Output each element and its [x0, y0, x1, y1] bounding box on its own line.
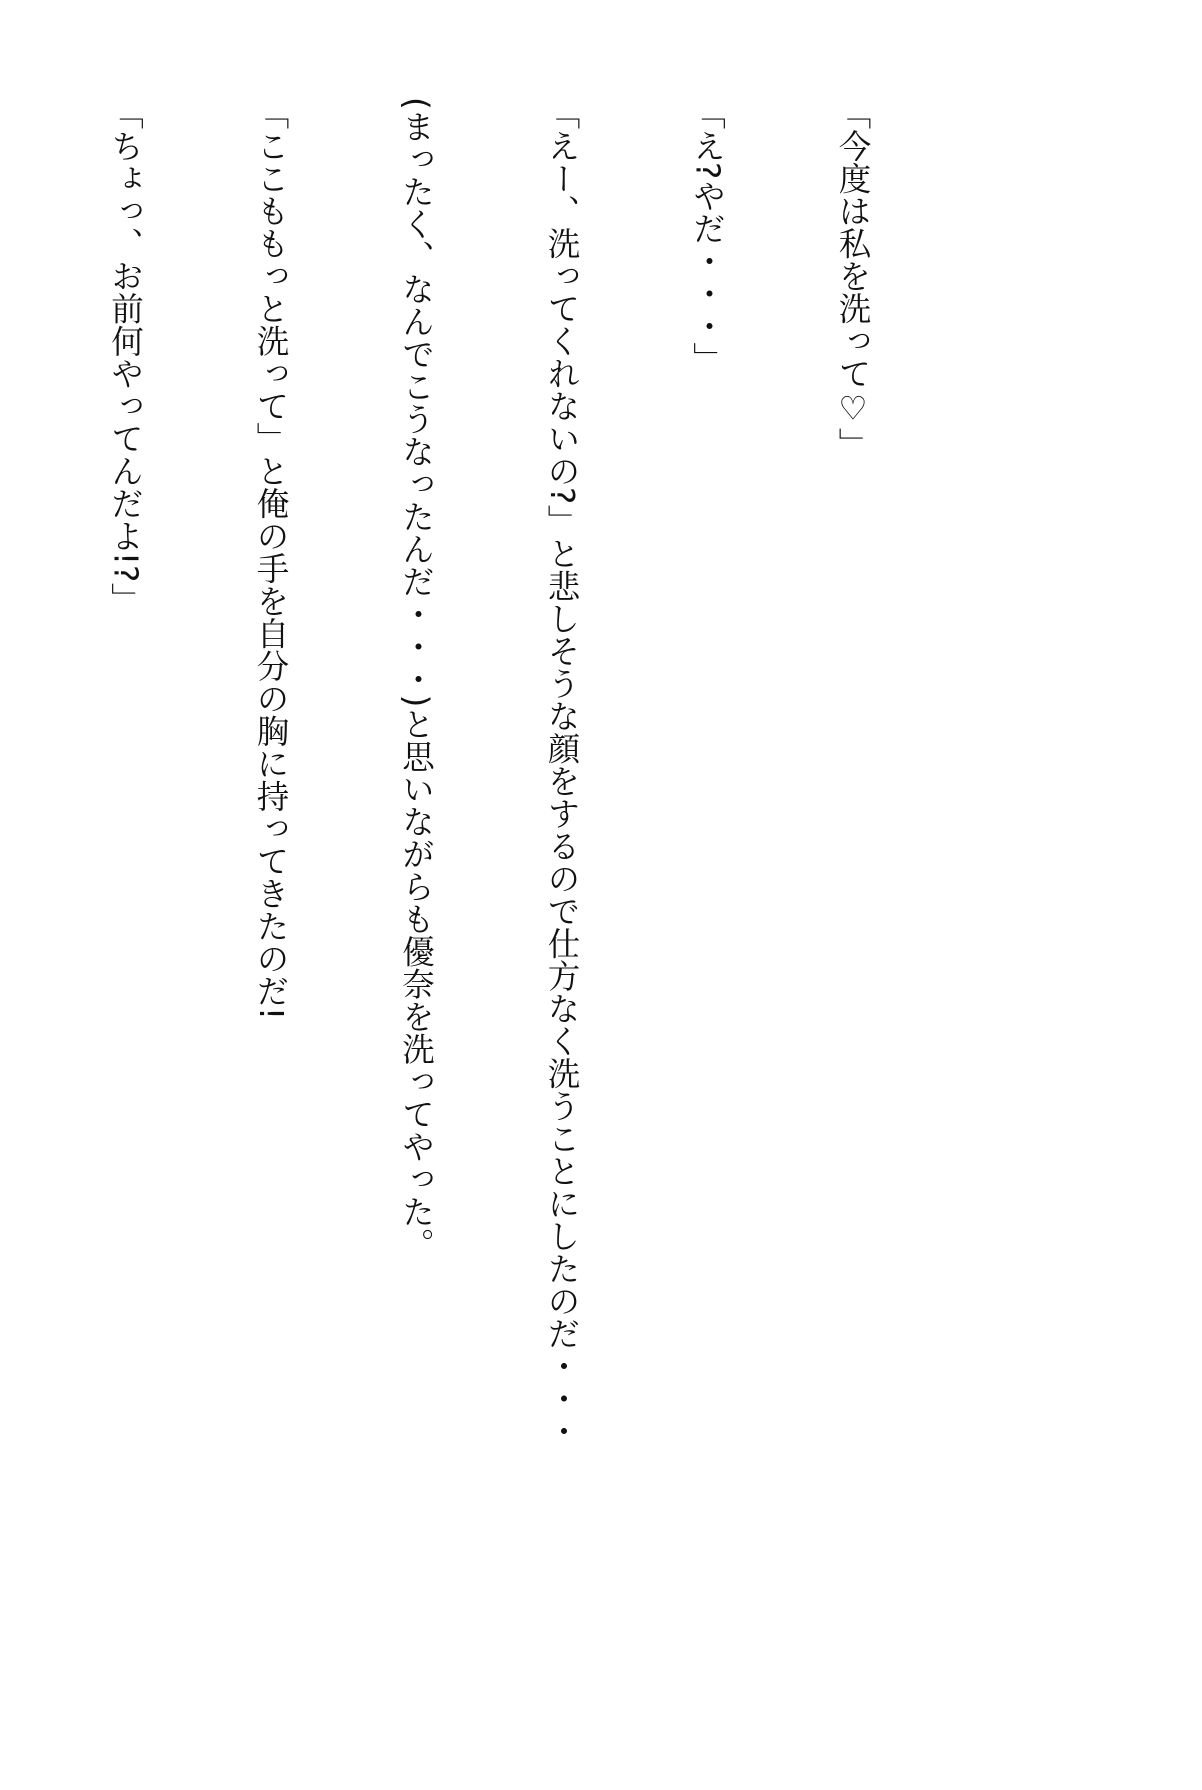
text-line: 「えー、洗ってくれないの?」と悲しそうな顔をするので仕方なく洗うことにしたのだ・・・ — [543, 97, 581, 1447]
text-line: 「ここももっと洗って」と俺の手を自分の胸に持ってきたのだ! — [252, 97, 290, 1021]
text-line — [0, 97, 4, 1657]
text-line: 「え?やだ・・・」 — [688, 97, 727, 375]
vertical-text-body — [0, 97, 974, 1657]
text-line: 「ちょっ、お前何やってんだよ!?」 — [106, 97, 145, 615]
text-line: 「今度は私を洗って♡」 — [834, 97, 872, 460]
text-line: (まったく、なんでこうなったんだ・・・)と思いながらも優奈を洗ってやった。 — [397, 97, 436, 1260]
